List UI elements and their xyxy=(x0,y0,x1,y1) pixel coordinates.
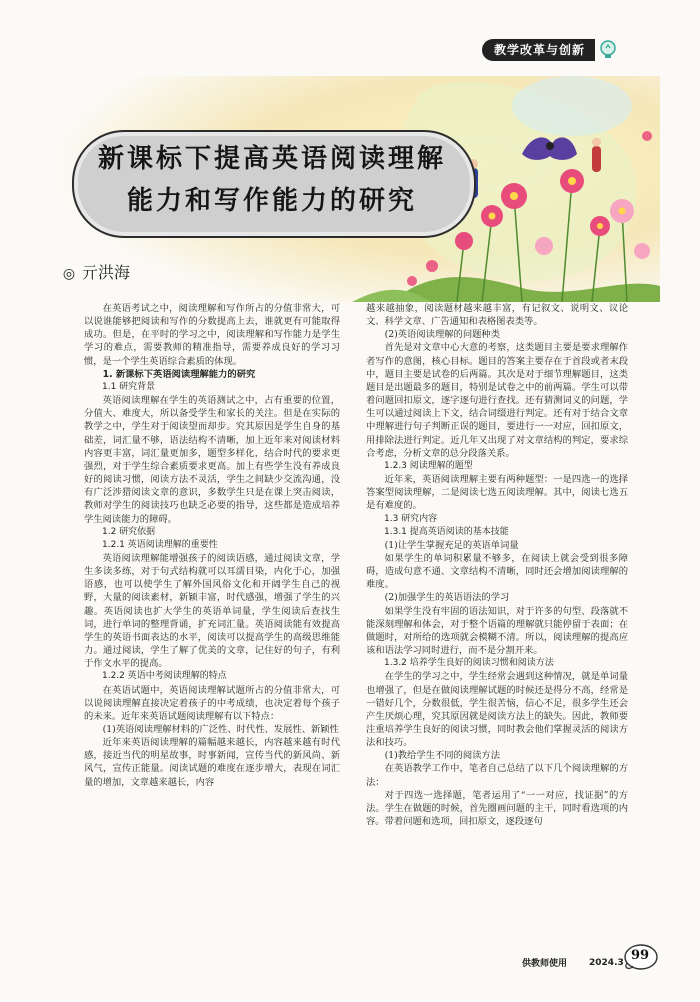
lightbulb-icon xyxy=(597,39,619,61)
paragraph: (1)让学生掌握充足的英语单词量 xyxy=(384,539,519,551)
paragraph: 如果学生没有牢固的语法知识，对于许多的句型、段落就不能深刻理解和体会，对于整个语篇的理解就只能停留于表面；在做题时，对所给的选项就会模糊不清。所以，阅读理解的提高应该和语法学习同时进行，而不是分割开来。 xyxy=(366,605,628,657)
paragraph: (1)教给学生不同的阅读方法 xyxy=(384,750,501,762)
section-heading: 1.2 研究依据 xyxy=(102,526,156,537)
paragraph: 在英语试题中，英语阅读理解试题所占的分值非常大，可以说阅读理解直接决定着孩子的中考成绩，也决定着每个孩子的未来。近年来英语试题阅读理解有以下特点： xyxy=(84,684,340,722)
section-heading: 1.3.2 培养学生良好的阅读习惯和阅读方法 xyxy=(384,658,554,669)
footer xyxy=(522,956,624,969)
circle-mark-icon: ◎ xyxy=(62,266,76,282)
author-line xyxy=(62,260,130,283)
paragraph: 在英语教学工作中，笔者自己总结了以下几个阅读理解的方法： xyxy=(366,763,628,788)
paragraph: (2)英语阅读理解的问题种类 xyxy=(384,329,501,341)
right-column xyxy=(366,302,628,828)
paragraph: 近年来，英语阅读理解主要有两种题型：一是四选一的选择答案型阅读理解，二是阅读七选五阅读理解。其中，阅读七选五是有难度的。 xyxy=(366,474,628,512)
section-heading: 1. 新课标下英语阅读理解能力的研究 xyxy=(102,368,256,380)
page-number: 99 xyxy=(631,948,650,963)
paragraph: 首先是对文章中心大意的考察，这类题目主要是要求理解作者写作的意图，核心目标。题目的答案主要存在于首段或者末段中，题目主要是试卷的后两篇。其次是对于细节理解题目，这类题目是出题最多的题目，特别是试卷之中的前两篇。学生可以带着问题回扣原文，逐字逐句进行查找。还有猜测词义的问题，学生可以通过阅读上下文，结合词缀进行判定。还有对于结合文章中理解进行句子判断正误的题目，要进行一一对应，回扣原文，用排除法进行判定。近几年又出现了对文章结构的判定，要求综合考虑，分析文章的总分段落关系。 xyxy=(366,342,628,459)
paragraph: (2)加强学生的英语语法的学习 xyxy=(384,592,510,604)
section-heading: 1.2.2 英语中考阅读理解的特点 xyxy=(102,671,227,682)
journal-name: 供教师使用 xyxy=(522,959,568,969)
article-title xyxy=(92,138,452,222)
paragraph: 在学生的学习之中，学生经常会遇到这种情况，就是单词量也增强了，但是在做阅读理解试题的时候还是得分不高，经常是一错好几个，分数很低，学生很苦恼，信心不足，很多学生还会产生厌烦心理，究其原因就是阅读方法上的缺失。因此，教师要注重培养学生良好的阅读习惯，同时教会他们掌握灵活的阅读方法和技巧。 xyxy=(366,671,628,749)
paragraph: 对于四选一选择题，笔者运用了“一一对应，找证据”的方法。学生在做题的时候，首先圈画问题的主干，同时看选项的内容。带着问题和选项，回扣原文，逐段逐句 xyxy=(366,789,628,828)
paragraph: (1)英语阅读理解材料的广泛性、时代性、发展性、新颖性 xyxy=(102,724,339,735)
section-tag-label: 教学改革与创新 xyxy=(482,39,595,61)
paragraph: 近年来英语阅读理解的篇幅越来越长，内容越来越有时代感，接近当代的明星故事，时事新闻，宣传当代的新风尚、新风气，宣传正能量。阅读试题的难度在逐步增大，表现在词汇量的增加，文章越来越长，内容 xyxy=(84,737,340,788)
section-heading: 1.3 研究内容 xyxy=(384,513,438,524)
paragraph: 英语阅读理解能增强孩子的阅读语感，通过阅读文章，学生多读多练，对于句式结构就可以耳濡目染，内化于心，加强语感，也可以使学生了解外国风俗文化和开阔学生自己的视野，大量的阅读素材，新颖丰富，时代感强，增强了学生的兴趣。英语阅读也扩大学生的英语单词量，学生阅读后查找生词，进行单词的整理背诵，扩充词汇量。英语阅读能有效提高学生的英语书面表达的水平，阅读可以提高学生的高级思维能力。通过阅读，学生了解了优美的文章，记住好的句子，有利于作文水平的提高。 xyxy=(84,552,340,670)
title-line-1: 新课标下提高英语阅读理解 xyxy=(97,144,446,174)
issue-number: 2024.3 xyxy=(589,957,624,968)
author-name: 亓洪海 xyxy=(82,263,131,282)
paragraph: 英语阅读理解在学生的英语测试之中，占有重要的位置，分值大、难度大，所以备受学生和家长的关注。但是在实际的教学之中，学生对于阅读望而却步。究其原因是学生自身的基础差，词汇量不够，语法结构不清晰，加上近年来对阅读材料内容更丰富，词汇量更加多，题型多样化，结合时代的要求更强烈，对于学生综合素质要求更高。加上有些学生没有养成良好的阅读习惯，阅读方法不灵活，学生之间缺少交流沟通，没有广泛涉猎阅读文章的意识，多数学生只是在课上突击阅读，教师对学生的阅读技巧也缺乏必要的指导，这些都是造成培养学生阅读能力的障碍。 xyxy=(84,395,340,525)
section-heading: 1.3.1 提高英语阅读的基本技能 xyxy=(384,526,509,537)
title-line-2: 能力和写作能力的研究 xyxy=(126,186,417,216)
section-heading: 1.2.3 阅读理解的题型 xyxy=(384,460,473,471)
left-column xyxy=(84,302,340,789)
section-heading: 1.2.1 英语阅读理解的重要性 xyxy=(102,539,218,550)
paragraph: 如果学生的单词积累量不够多，在阅读上就会受到很多障碍，造成句意不通、文章结构不清晰，同时还会增加阅读理解的难度。 xyxy=(366,552,628,591)
section-tag xyxy=(482,38,619,62)
section-heading: 1.1 研究背景 xyxy=(102,381,156,392)
paragraph: 在英语考试之中，阅读理解和写作所占的分值非常大，可以说谁能够把阅读和写作的分数提高上去，谁就更有可能取得成功。但是，在平时的学习之中，阅读理解和写作能力是学生学习的难点，需要教师的精准指导，需要养成良好的学习习惯，是一个学生英语综合素质的体现。 xyxy=(84,303,340,367)
paragraph: 越来越抽象，阅读题材越来越丰富，有记叙文、说明文、议论文、科学文章、广告通知和表格图表类等。 xyxy=(366,303,628,328)
